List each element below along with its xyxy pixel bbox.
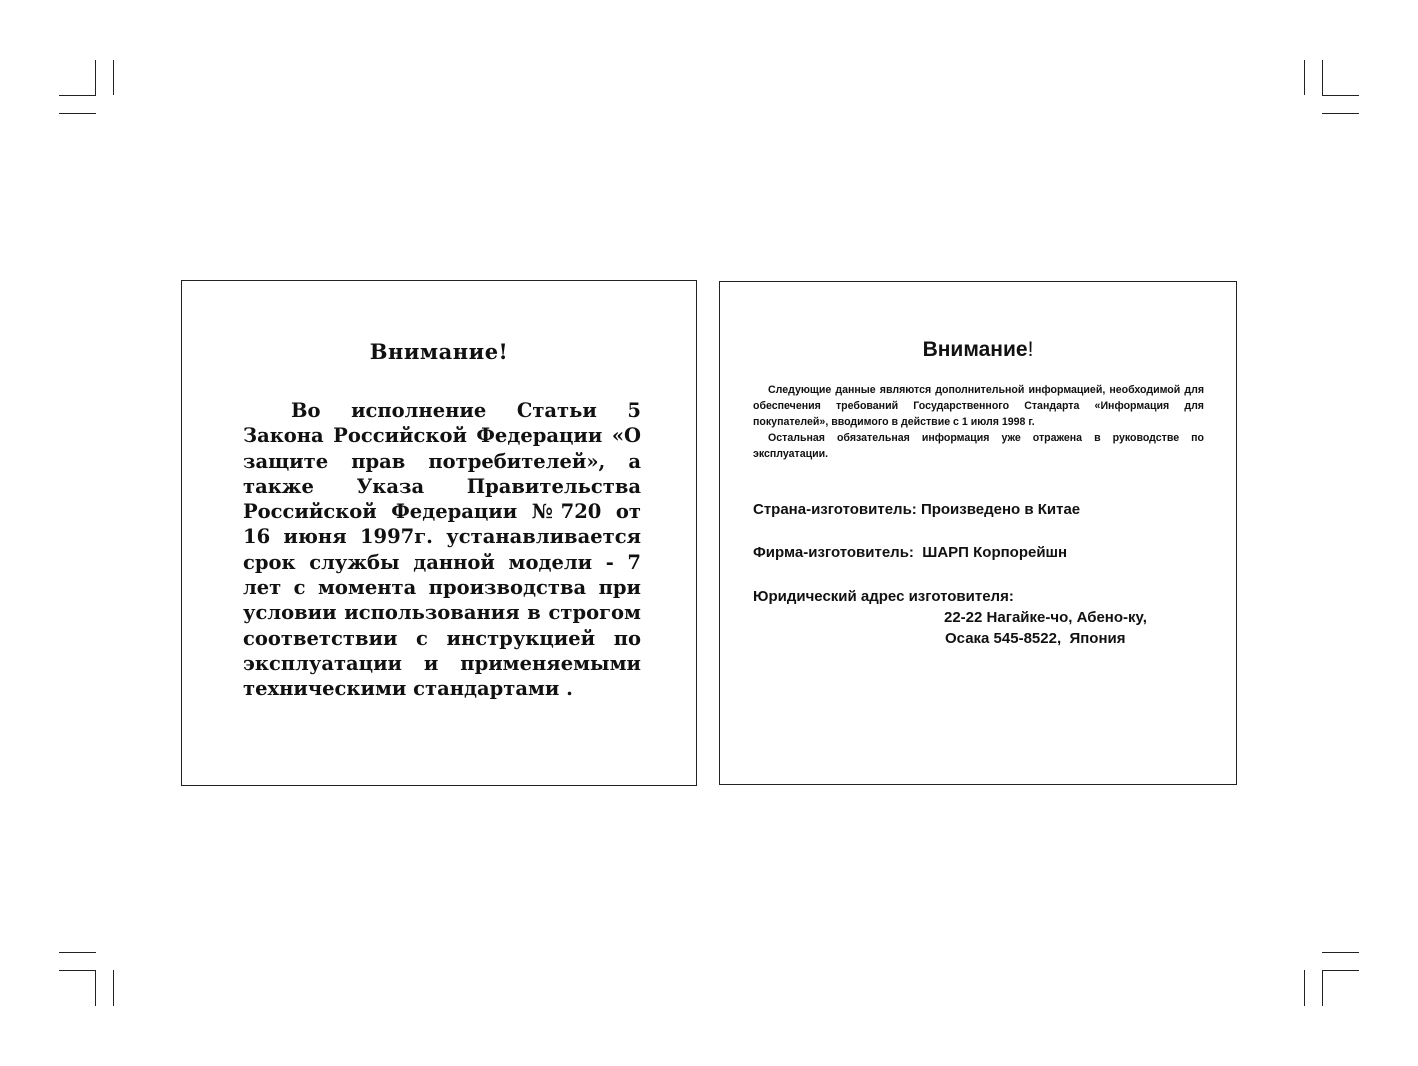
standard-notice-paragraph: Следующие данные являются дополнительной информацией, необходимой для обеспечения требований Государственного Стандарта «Информация для покупателей», вводимого в действие с 1 июля 1998 г.: [753, 384, 1204, 428]
crop-mark: [95, 60, 96, 95]
title-text: Внимание: [922, 338, 1028, 361]
standard-notice-paragraph: Остальная обязательная информация уже отражена в руководстве по эксплуатации.: [753, 432, 1204, 460]
crop-mark: [113, 60, 114, 95]
manufacturer-company: Фирма-изготовитель: ШАРП Корпорейшн: [753, 544, 1068, 561]
legal-address-label: Юридический адрес изготовителя:: [753, 588, 1014, 605]
crop-mark: [59, 952, 96, 953]
crop-mark: [113, 970, 114, 1006]
crop-mark: [1322, 95, 1359, 96]
manufacturer-info-panel: [719, 281, 1237, 785]
legal-address-line: 22-22 Нагайке-чо, Абено-ку,: [944, 609, 1147, 626]
standard-notice: [753, 382, 1204, 462]
country-of-origin: Страна-изготовитель: Произведено в Китае: [753, 501, 1081, 518]
crop-mark: [1322, 113, 1359, 114]
crop-mark: [59, 113, 96, 114]
warranty-notice-body: Во исполнение Статьи 5 Закона Российской Федерации «О защите прав потребителей», а также Указа Правительства Российской Федерации №720 от 16 июня 1997г. устанавливается срок службы данной модели - 7 лет с момента производства при условии использования в строгом соответствии с инструкцией по эксплуатации и применяемыми техническими стандартами .: [243, 399, 641, 701]
manufacturer-info-title: [720, 338, 1236, 362]
title-exclamation: !: [1027, 338, 1034, 361]
crop-mark: [95, 970, 96, 1006]
crop-mark: [1304, 60, 1305, 95]
crop-mark: [1304, 970, 1305, 1006]
crop-mark: [1322, 60, 1323, 95]
crop-mark: [1322, 952, 1359, 953]
legal-address-line: Осака 545-8522, Япония: [945, 630, 1126, 647]
warranty-notice-panel: [181, 280, 697, 786]
crop-mark: [59, 970, 96, 971]
crop-mark: [1322, 970, 1359, 971]
crop-mark: [1322, 970, 1323, 1006]
warranty-notice-title: Внимание!: [369, 339, 509, 364]
crop-mark: [59, 95, 96, 96]
